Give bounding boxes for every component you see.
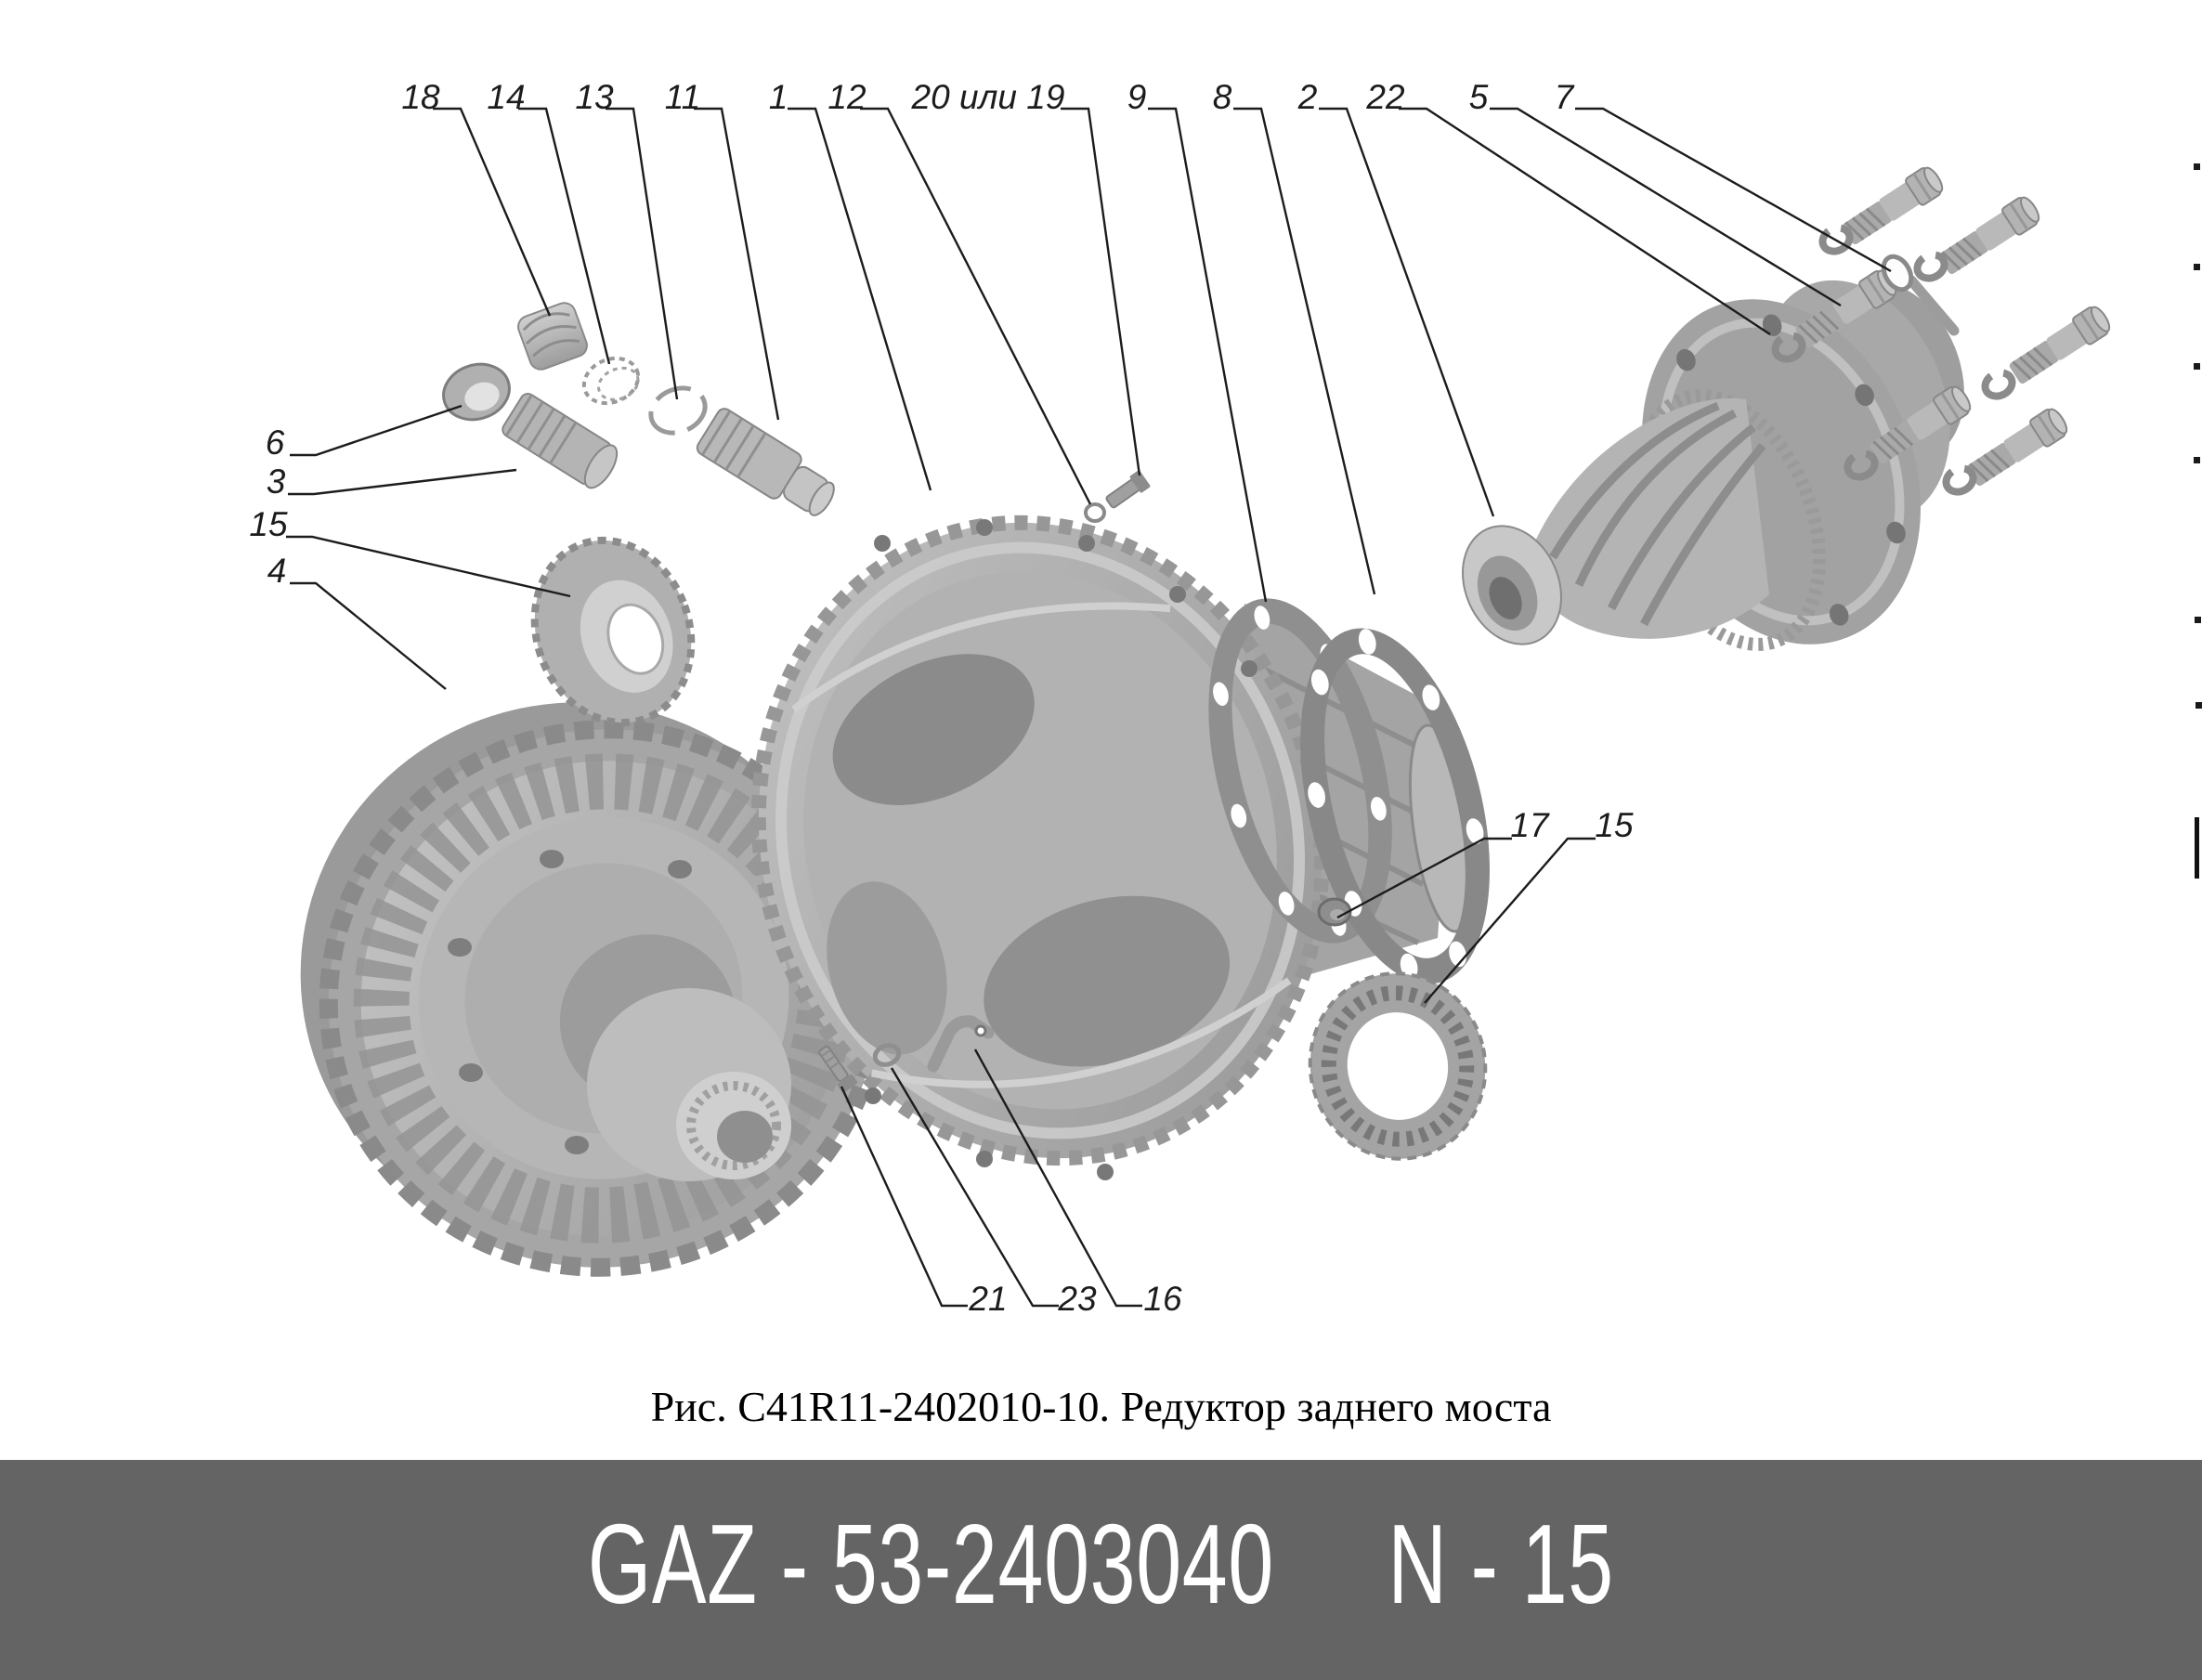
callout-11: 11 [664,78,701,116]
callout-5: 5 [1468,78,1489,116]
housing-bolt-hole [865,1087,881,1104]
figure-caption: Рис. С41R11-2402010-10. Редуктор заднего моста [650,1383,1552,1430]
flange-bolt [1963,405,2071,490]
callout-20-or-19: 20 или 19 [911,78,1065,116]
callout-6: 6 [265,423,285,462]
snap-ring [645,380,712,440]
callout-15-left: 15 [249,505,288,543]
edge-artifact-marks [2194,163,2202,879]
housing-bolt-hole [976,1151,993,1167]
callout-18: 18 [401,78,440,116]
callout-15-right: 15 [1595,806,1634,844]
jet-ring [1086,504,1104,521]
differential-carrier [1444,252,1989,686]
lock-washer [1981,369,2015,400]
adjuster-nut [436,356,516,427]
splined-bushing [500,391,623,493]
callout-23: 23 [1058,1280,1097,1318]
lock-washer [1942,464,1976,496]
flange-bolt [1839,163,1947,249]
flange-hole [459,1063,483,1082]
callout-12: 12 [827,78,866,116]
knurled-plug [515,300,591,372]
callout-21: 21 [969,1280,1008,1318]
callout-17: 17 [1510,806,1549,844]
flange-hole [668,860,692,879]
footer-part-number: GAZ - 53-2403040 [587,1500,1275,1627]
footer-text [588,1499,1614,1629]
callout-9: 9 [1127,78,1147,116]
flange-bolt [1935,193,2043,279]
callout-8: 8 [1212,78,1232,116]
callout-16: 16 [1143,1280,1182,1318]
differential-case-hub [587,988,791,1181]
flange-hole [540,850,564,868]
housing-bolt-hole [874,535,891,552]
jet-screw [1103,470,1151,512]
housing-bolt-hole [976,519,993,536]
housing-bolt-hole [1097,1164,1114,1180]
callout-13: 13 [575,78,614,116]
callout-3: 3 [266,462,286,501]
callout-1: 1 [768,78,788,116]
callout-14: 14 [487,78,526,116]
callout-22: 22 [1366,78,1405,116]
bearing-ring-right [1293,957,1503,1176]
housing-bolt-hole [1241,660,1257,677]
callout-2: 2 [1297,78,1318,116]
callout-4: 4 [267,552,287,590]
drive-flange-shaft [695,406,842,526]
housing-bolt-hole [1169,586,1186,603]
flange-hole [448,938,472,957]
flange-bolt [2006,303,2114,388]
callout-7: 7 [1554,78,1574,116]
housing-bolt-hole [1078,535,1095,552]
spring-washer [578,350,645,410]
footer-page-ref: N - 15 [1388,1500,1614,1627]
flange-hole [565,1136,589,1154]
lock-washer [1913,251,1948,282]
footer-bar [0,1460,2202,1680]
